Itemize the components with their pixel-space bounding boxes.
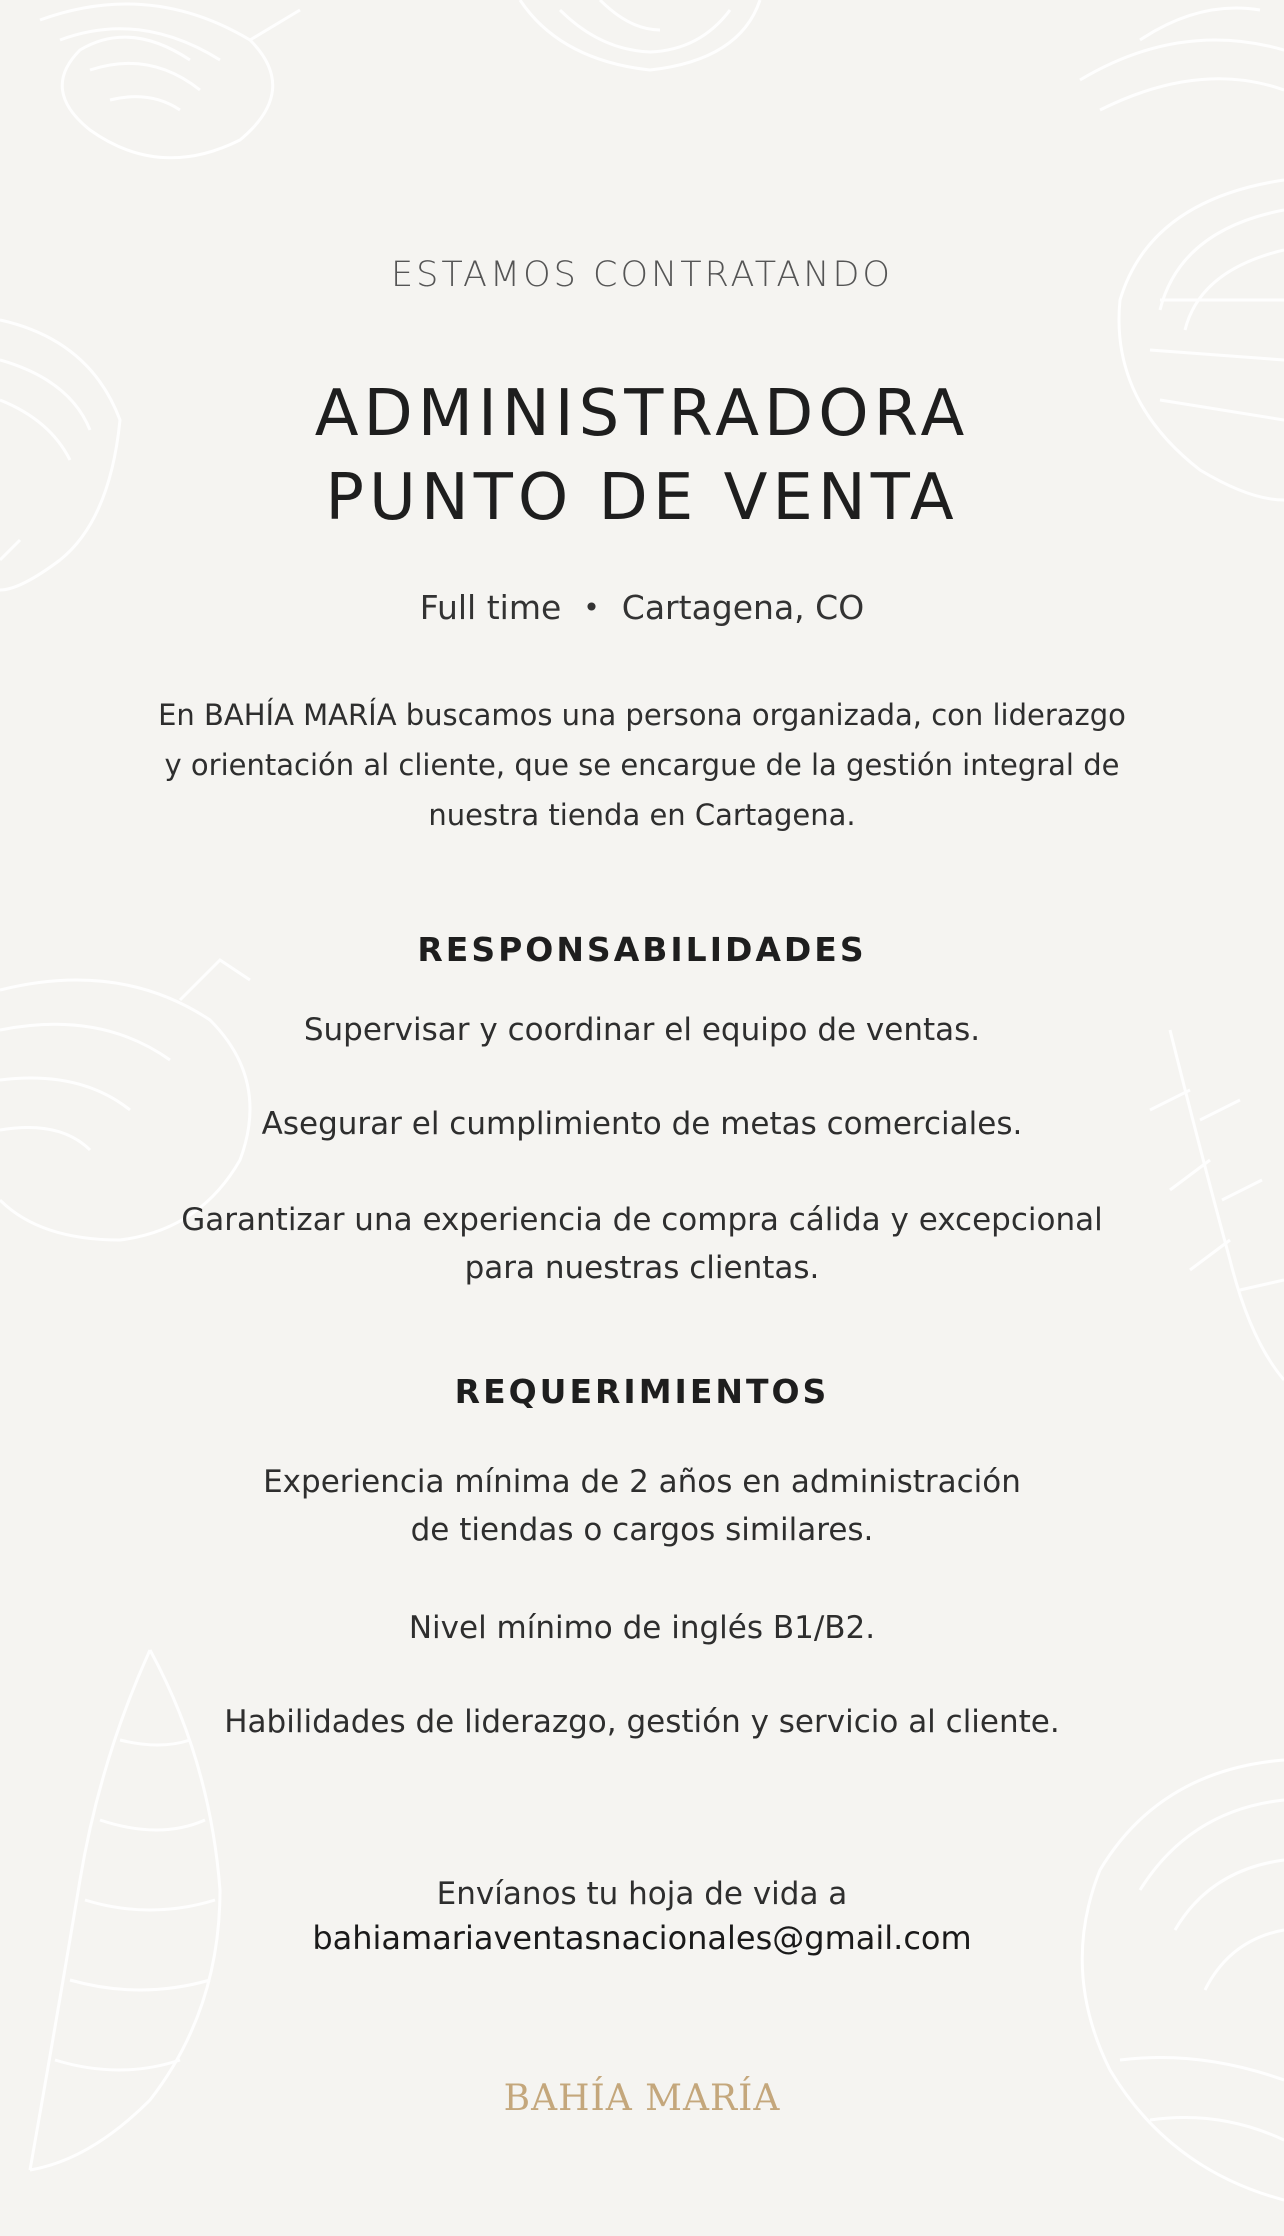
job-title-line-1: ADMINISTRADORA xyxy=(314,377,970,451)
apply-cta xyxy=(0,1872,1284,1960)
responsibility-item: Garantizar una experiencia de compra cálida y excepcional para nuestras clientas. xyxy=(181,1202,1103,1286)
responsibility-item: Asegurar el cumplimiento de metas comerciales. xyxy=(261,1106,1023,1142)
schedule-label: Full time xyxy=(419,588,562,627)
bullet-separator-icon: • xyxy=(583,591,600,624)
job-title xyxy=(0,372,1284,540)
intro-paragraph: En BAHÍA MARÍA buscamos una persona organizada, con liderazgo y orientación al cliente, que se encargue de la gestión integral de nuestra tienda en Cartagena. xyxy=(158,698,1126,832)
responsibility-item: Supervisar y coordinar el equipo de ventas. xyxy=(303,1012,981,1048)
location-label: Cartagena, CO xyxy=(621,588,865,627)
apply-email-link[interactable]: bahiamariaventasnacionales@gmail.com xyxy=(312,1919,972,1957)
job-title-line-2: PUNTO DE VENTA xyxy=(325,461,959,535)
job-meta xyxy=(0,588,1284,627)
responsibilities-heading: RESPONSABILIDADES xyxy=(417,930,867,969)
hiring-eyebrow: ESTAMOS CONTRATANDO xyxy=(391,255,893,295)
requirement-item: Nivel mínimo de inglés B1/B2. xyxy=(408,1610,876,1646)
requirement-item: Experiencia mínima de 2 años en administración de tiendas o cargos similares. xyxy=(263,1464,1021,1548)
brand-logo: BAHÍA MARÍA xyxy=(503,2078,781,2119)
apply-cta-text: Envíanos tu hoja de vida a xyxy=(436,1876,848,1912)
requirement-item: Habilidades de liderazgo, gestión y servicio al cliente. xyxy=(224,1704,1060,1740)
requirements-heading: REQUERIMIENTOS xyxy=(454,1372,830,1411)
